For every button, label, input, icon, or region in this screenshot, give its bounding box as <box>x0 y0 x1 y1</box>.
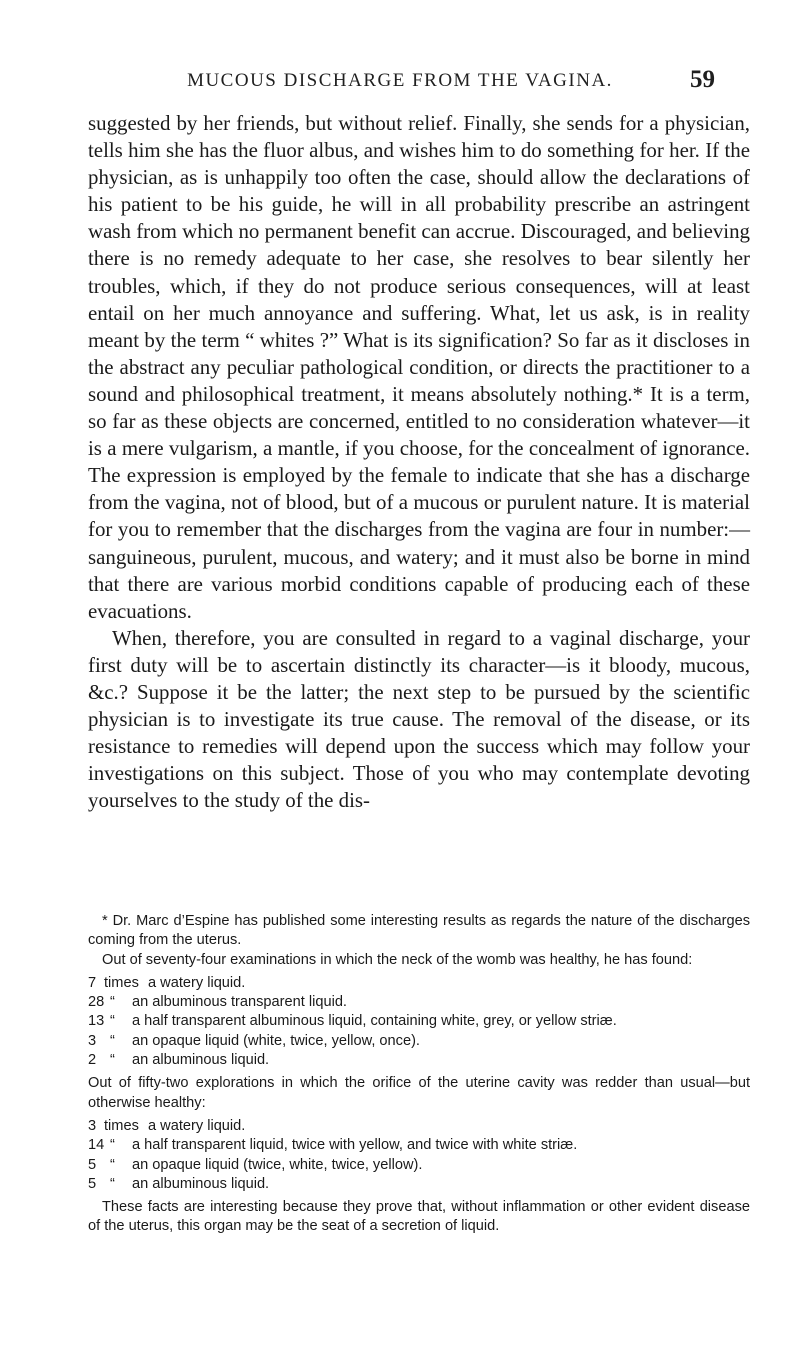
item-mark: “ <box>110 1175 115 1192</box>
item-count: 5 <box>88 1175 97 1192</box>
item-mark: times <box>104 1117 139 1134</box>
body-text <box>88 110 750 814</box>
body-paragraph-2: When, therefore, you are consulted in regard to a vaginal discharge, your first duty will be to ascertain distinctly its character—is it bloody, mucous, &c.? Suppose it be the latter; the next step to be pursued by the scientific physician is to investigate its true cause. The removal of the disease, or its resistance to remedies will depend upon the success which may follow your investigations on this subject. Those of you who may contemplate devoting yourselves to the study of the dis- <box>88 625 750 813</box>
item-count: 5 <box>88 1156 97 1173</box>
list-item <box>88 1175 750 1194</box>
item-text: an opaque liquid (twice, white, twice, yellow). <box>132 1156 423 1173</box>
list-item <box>88 993 750 1012</box>
footnote <box>88 912 750 1237</box>
item-count: 13 <box>88 1013 105 1030</box>
results-list-2 <box>88 1117 750 1194</box>
item-mark: “ <box>110 994 115 1011</box>
footnote-intro: * Dr. Marc d’Espine has published some interesting results as regards the nature of the discharges coming from the uterus. <box>88 913 750 949</box>
item-mark: times <box>104 974 139 991</box>
list-item <box>88 1051 750 1070</box>
page-header <box>0 66 800 106</box>
list-item <box>88 1117 750 1136</box>
list-item <box>88 1012 750 1031</box>
item-count: 3 <box>88 1032 97 1049</box>
item-text: a half transparent liquid, twice with yellow, and twice with white striæ. <box>132 1137 578 1154</box>
item-mark: “ <box>110 1013 115 1030</box>
item-count: 28 <box>88 994 105 1011</box>
list-item <box>88 1136 750 1155</box>
item-mark: “ <box>110 1156 115 1173</box>
item-text: an opaque liquid (white, twice, yellow, once). <box>132 1032 420 1049</box>
item-count: 14 <box>88 1137 105 1154</box>
page-number: 59 <box>690 66 715 93</box>
item-text: a half transparent albuminous liquid, containing white, grey, or yellow striæ. <box>132 1013 617 1030</box>
item-count: 2 <box>88 1052 97 1069</box>
footnote-conclusion: These facts are interesting because they prove that, without inflammation or other evident disease of the uterus, this organ may be the seat of a secretion of liquid. <box>88 1199 750 1235</box>
results-list-1 <box>88 974 750 1070</box>
item-count: 3 <box>88 1117 97 1134</box>
item-text: an albuminous liquid. <box>132 1175 270 1192</box>
item-mark: “ <box>110 1032 115 1049</box>
item-text: an albuminous liquid. <box>132 1052 270 1069</box>
running-head: MUCOUS DISCHARGE FROM THE VAGINA. <box>187 70 613 91</box>
item-mark: “ <box>110 1052 115 1069</box>
item-count: 7 <box>88 974 97 991</box>
footnote-lead-1: Out of seventy-four examinations in which the neck of the womb was healthy, he has found: <box>102 951 693 968</box>
list-item <box>88 1156 750 1175</box>
item-text: a watery liquid. <box>148 974 246 991</box>
list-item <box>88 1032 750 1051</box>
list-item <box>88 974 750 993</box>
item-text: an albuminous transparent liquid. <box>132 994 347 1011</box>
body-paragraph-1: suggested by her friends, but without relief. Finally, she sends for a physician, tells him she has the fluor albus, and wishes him to do something for her. If the physician, as is unhappily too often the case, should allow the declarations of his patient to be his guide, he will in all probability prescribe an astringent wash from which no permanent benefit can accrue. Discouraged, and believing there is no remedy adequate to her case, she resolves to bear silently her troubles, which, if they do not produce serious consequences, will at least entail on her much annoyance and suffering. What, let us ask, is in reality meant by the term “ whites ?” What is its signification? So far as it discloses in the abstract any peculiar pathological condition, or directs the practitioner to a sound and philosophical treatment, it means absolutely nothing.* It is a term, so far as these objects are concerned, entitled to no consideration whatever—it is a mere vulgarism, a mantle, if you choose, for the concealment of ignorance. The expression is employed by the female to indicate that she has a discharge from the vagina, not of blood, but of a mucous or purulent nature. It is material for you to remember that the discharges from the vagina are four in number:—sanguineous, purulent, mucous, and watery; and it must also be borne in mind that there are various morbid conditions capable of producing each of these evacuations. <box>88 111 750 623</box>
footnote-lead-2: Out of fifty-two explorations in which the orifice of the uterine cavity was redder than usual—but otherwise healthy: <box>88 1075 750 1111</box>
item-text: a watery liquid. <box>148 1117 246 1134</box>
item-mark: “ <box>110 1137 115 1154</box>
